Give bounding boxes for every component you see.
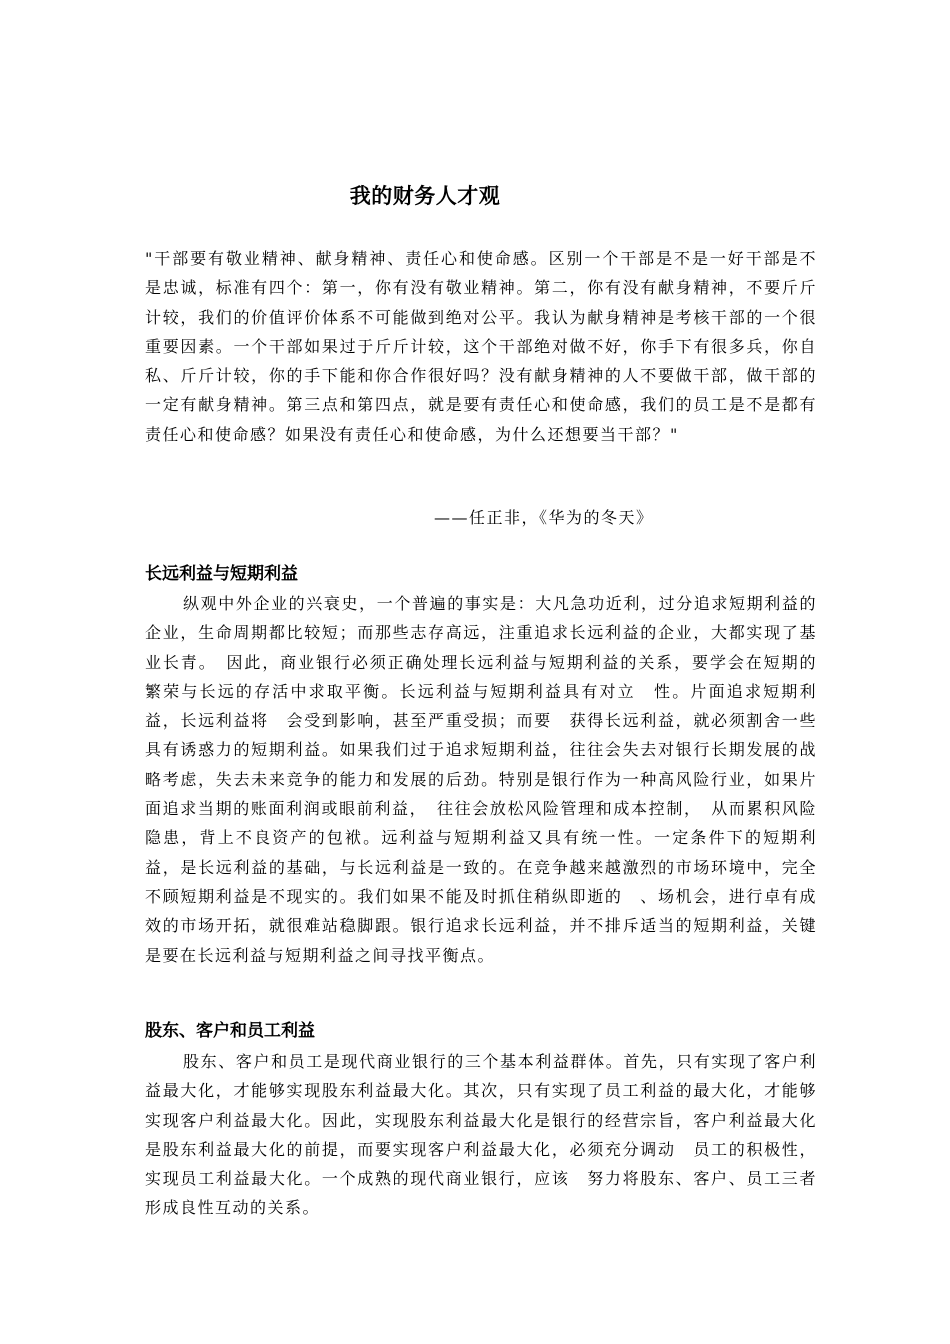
section-body-long-short-term: 纵观中外企业的兴衰史，一个普遍的事实是：大凡急功近利，过分追求短期利益的企业，生命周期都比较短；而那些志存高远，注重追求长远利益的企业，大都实现了基业长青。 因此，商业银行必须正确处理长远利益与短期利益的关系，要学会在短期的繁荣与长远的存活中求取平衡。长远利益与短期利益具有对立 性。片面追求短期利益，长远利益将 会受到影响，甚至严重受损；而要 获得长远利益，就必须割舍一些具有诱惑力的短期利益。如果我们过于追求短期利益，往往会失去对银行长期发展的战略考虑，失去未来竞争的能力和发展的后劲。特别是银行作为一种高风险行业，如果片面追求当期的账面利润或眼前利益， 往往会放松风险管理和成本控制， 从而累积风险隐患，背上不良资产的包袱。远利益与短期利益又具有统一性。一定条件下的短期利益，是长远利益的基础，与长远利益是一致的。在竞争越来越激烈的市场环境中，完全不顾短期利益是不现实的。我们如果不能及时抓住稍纵即逝的 、场机会，进行卓有成效的市场开拓，就很难站稳脚跟。银行追求长远利益，并不排斥适当的短期利益，关键是要在长远利益与短期利益之间寻找平衡点。 (145, 594, 817, 965)
opening-quote: "干部要有敬业精神、献身精神、责任心和使命感。区别一个干部是不是一好干部是不是忠诚，标准有四个：第一，你有没有敬业精神。第二，你有没有献身精神，不要斤斤计较，我们的价值评价体系不可能做到绝对公平。我认为献身精神是考核干部的一个很重要因素。一个干部如果过于斤斤计较，这个干部绝对做不好，你手下有很多兵，你自私、斤斤计较，你的手下能和你合作很好吗？没有献身精神的人不要做干部，做干部的一定有献身精神。第三点和第四点，就是要有责任心和使命感，我们的员工是不是都有责任心和使命感？如果没有责任心和使命感，为什么还想要当干部？" (145, 249, 817, 444)
section-heading-stakeholders: 股东、客户和员工利益 (145, 1021, 315, 1041)
section-heading-long-short-term: 长远利益与短期利益 (145, 564, 298, 584)
section-body-stakeholders: 股东、客户和员工是现代商业银行的三个基本利益群体。首先，只有实现了客户利益最大化，才能够实现股东利益最大化。其次，只有实现了员工利益的最大化，才能够实现客户利益最大化。因此，实现股东利益最大化是银行的经营宗旨，客户利益最大化是股东利益最大化的前提，而要实现客户利益最大化，必须充分调动 员工的积极性，实现员工利益最大化。一个成熟的现代商业银行，应该 努力将股东、客户、员工三者形成良性互动的关系。 (145, 1052, 817, 1218)
quote-attribution: ——任正非，《华为的冬天》 (434, 508, 654, 527)
document-title: 我的财务人才观 (349, 184, 501, 208)
